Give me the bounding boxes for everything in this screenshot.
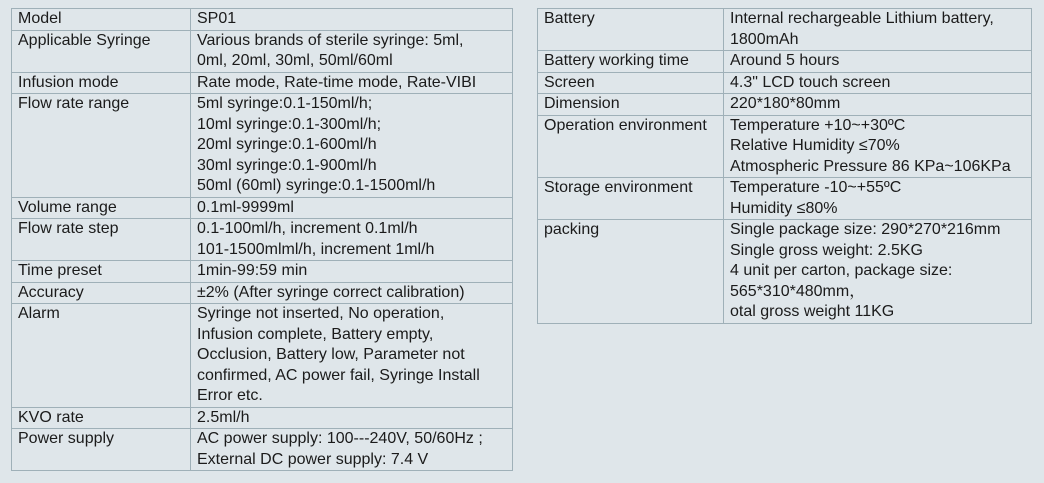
spec-value: ±2% (After syringe correct calibration) <box>191 282 513 304</box>
spec-row <box>12 282 513 304</box>
spec-value: Rate mode, Rate-time mode, Rate-VIBI <box>191 72 513 94</box>
spec-label: Model <box>12 9 191 31</box>
spec-value: 5ml syringe:0.1-150ml/h; 10ml syringe:0.1-300ml/h; 20ml syringe:0.1-600ml/h 30ml syringe:0.1-900ml/h 50ml (60ml) syringe:0.1-1500ml/h <box>191 94 513 198</box>
spec-row <box>12 429 513 471</box>
spec-row <box>538 220 1032 324</box>
spec-value: SP01 <box>191 9 513 31</box>
spec-row <box>12 30 513 72</box>
spec-row <box>12 304 513 408</box>
spec-label: Screen <box>538 72 724 94</box>
spec-value: Temperature -10~+55ºC Humidity ≤80% <box>724 178 1032 220</box>
spec-label: Accuracy <box>12 282 191 304</box>
spec-value: 1min-99:59 min <box>191 261 513 283</box>
spec-row <box>12 72 513 94</box>
spec-row <box>12 261 513 283</box>
spec-row <box>538 178 1032 220</box>
spec-value: 0.1ml-9999ml <box>191 197 513 219</box>
spec-value: Temperature +10~+30ºC Relative Humidity ≤70% Atmospheric Pressure 86 KPa~106KPa <box>724 115 1032 178</box>
spec-label: KVO rate <box>12 407 191 429</box>
spec-value: 4.3" LCD touch screen <box>724 72 1032 94</box>
spec-label: Battery working time <box>538 51 724 73</box>
spec-value: 0.1-100ml/h, increment 0.1ml/h 101-1500mlml/h, increment 1ml/h <box>191 219 513 261</box>
spec-label: Applicable Syringe <box>12 30 191 72</box>
spec-value: Single package size: 290*270*216mm Single gross weight: 2.5KG 4 unit per carton, package size: 565*310*480mm， otal gross weight 11KG <box>724 220 1032 324</box>
spec-value: Around 5 hours <box>724 51 1032 73</box>
spec-label: Volume range <box>12 197 191 219</box>
spec-label: Flow rate range <box>12 94 191 198</box>
spec-row <box>538 115 1032 178</box>
spec-label: Power supply <box>12 429 191 471</box>
spec-row <box>538 9 1032 51</box>
spec-value: 220*180*80mm <box>724 94 1032 116</box>
spec-label: Alarm <box>12 304 191 408</box>
spec-label: Dimension <box>538 94 724 116</box>
spec-row <box>12 197 513 219</box>
spec-value: Various brands of sterile syringe: 5ml, 0ml, 20ml, 30ml, 50ml/60ml <box>191 30 513 72</box>
spec-label: Infusion mode <box>12 72 191 94</box>
spec-row <box>538 51 1032 73</box>
spec-row <box>538 72 1032 94</box>
spec-label: Battery <box>538 9 724 51</box>
spec-row <box>12 407 513 429</box>
left-spec-table <box>11 8 513 471</box>
spec-label: Flow rate step <box>12 219 191 261</box>
spec-label: Time preset <box>12 261 191 283</box>
spec-value: 2.5ml/h <box>191 407 513 429</box>
spec-row <box>12 9 513 31</box>
spec-row <box>538 94 1032 116</box>
spec-label: packing <box>538 220 724 324</box>
spec-value: AC power supply: 100---240V, 50/60Hz ; External DC power supply: 7.4 V <box>191 429 513 471</box>
right-spec-table <box>537 8 1032 324</box>
spec-row <box>12 94 513 198</box>
spec-value: Internal rechargeable Lithium battery, 1800mAh <box>724 9 1032 51</box>
spec-label: Storage environment <box>538 178 724 220</box>
spec-value: Syringe not inserted, No operation, Infusion complete, Battery empty, Occlusion, Battery low, Parameter not confirmed, AC power fail, Syringe Install Error etc. <box>191 304 513 408</box>
spec-label: Operation environment <box>538 115 724 178</box>
spec-row <box>12 219 513 261</box>
